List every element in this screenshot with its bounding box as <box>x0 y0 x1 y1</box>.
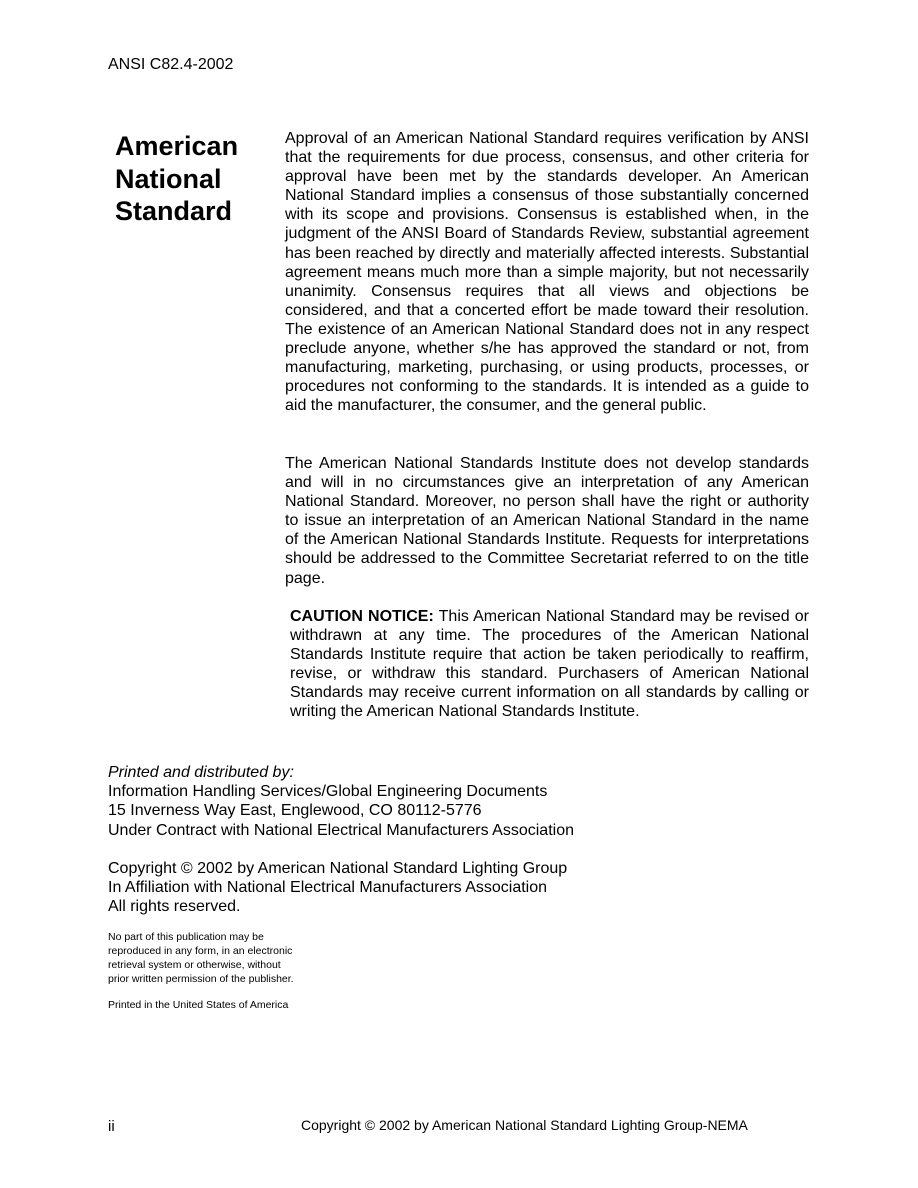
body-column <box>285 129 809 415</box>
side-title-line: Standard <box>115 196 233 226</box>
copyright-line: In Affiliation with National Electrical Manufacturers Association <box>108 879 548 897</box>
distribution-line: 15 Inverness Way East, Englewood, CO 80112-5776 <box>108 802 482 820</box>
notice-line: No part of this publication may be <box>108 931 264 943</box>
copyright-line: Copyright © 2002 by American National Standard Lighting Group <box>108 860 568 877</box>
caution-notice <box>290 607 809 722</box>
page-number: ii <box>108 1118 115 1135</box>
copyright-block <box>108 859 567 917</box>
notice-line: prior written permission of the publisher. <box>108 973 294 985</box>
document-id: ANSI C82.4-2002 <box>108 56 234 73</box>
distribution-label: Printed and distributed by: <box>108 764 294 781</box>
copyright-line: All rights reserved. <box>108 898 241 916</box>
notice-line: retrieval system or otherwise, without <box>108 959 281 971</box>
side-title <box>115 130 265 228</box>
distribution-line: Under Contract with National Electrical Manufacturers Association <box>108 821 574 839</box>
caution-label: CAUTION NOTICE: <box>290 608 434 625</box>
notice-line: reproduced in any form, in an electronic <box>108 945 293 957</box>
printed-in-notice: Printed in the United States of America <box>108 999 289 1011</box>
footer-copyright: Copyright © 2002 by American National Standard Lighting Group-NEMA <box>301 1117 748 1133</box>
side-title-line: National <box>115 163 222 194</box>
approval-paragraph: Approval of an American National Standard requires verification by ANSI that the requirements for due process, consensus, and other criteria for approval have been met by the standards developer. An American National Standard implies a consensus of those substantially concerned with its scope and provisions. Consensus is established when, in the judgment of the ANSI Board of Standards Review, substantial agreement has been reached by directly and materially affected interests. Substantial agreement means much more than a simple majority, but not necessarily unanimity. Consensus requires that all views and objections be considered, and that a concerted effort be made toward their resolution. The existence of an American National Standard does not in any respect preclude anyone, whether s/he has approved the standard or not, from manufacturing, marketing, purchasing, or using products, processes, or procedures not conforming to the standards. It is intended as a guide to aid the manufacturer, the consumer, and the general public. <box>285 130 809 415</box>
distribution-block <box>108 763 574 840</box>
distribution-line: Information Handling Services/Global Engineering Documents <box>108 783 548 801</box>
caution-text: This American National Standard may be revised or withdrawn at any time. The procedures of the American National Standards Institute require that action be taken periodically to reaffirm, revise, or withdraw this standard. Purchasers of American National Standards may receive current information on all standards by calling or writing the American National Standards Institute. <box>290 608 810 721</box>
side-title-line: American <box>115 131 239 161</box>
institute-paragraph: The American National Standards Institute does not develop standards and will in no circumstances give an interpretation of any American National Standard. Moreover, no person shall have the right or authority to issue an interpretation of an American National Standard in the name of the American National Standards Institute. Requests for interpretations should be addressed to the Committee Secretariat referred to on the title page. <box>285 455 809 587</box>
reproduction-notice <box>108 930 348 986</box>
